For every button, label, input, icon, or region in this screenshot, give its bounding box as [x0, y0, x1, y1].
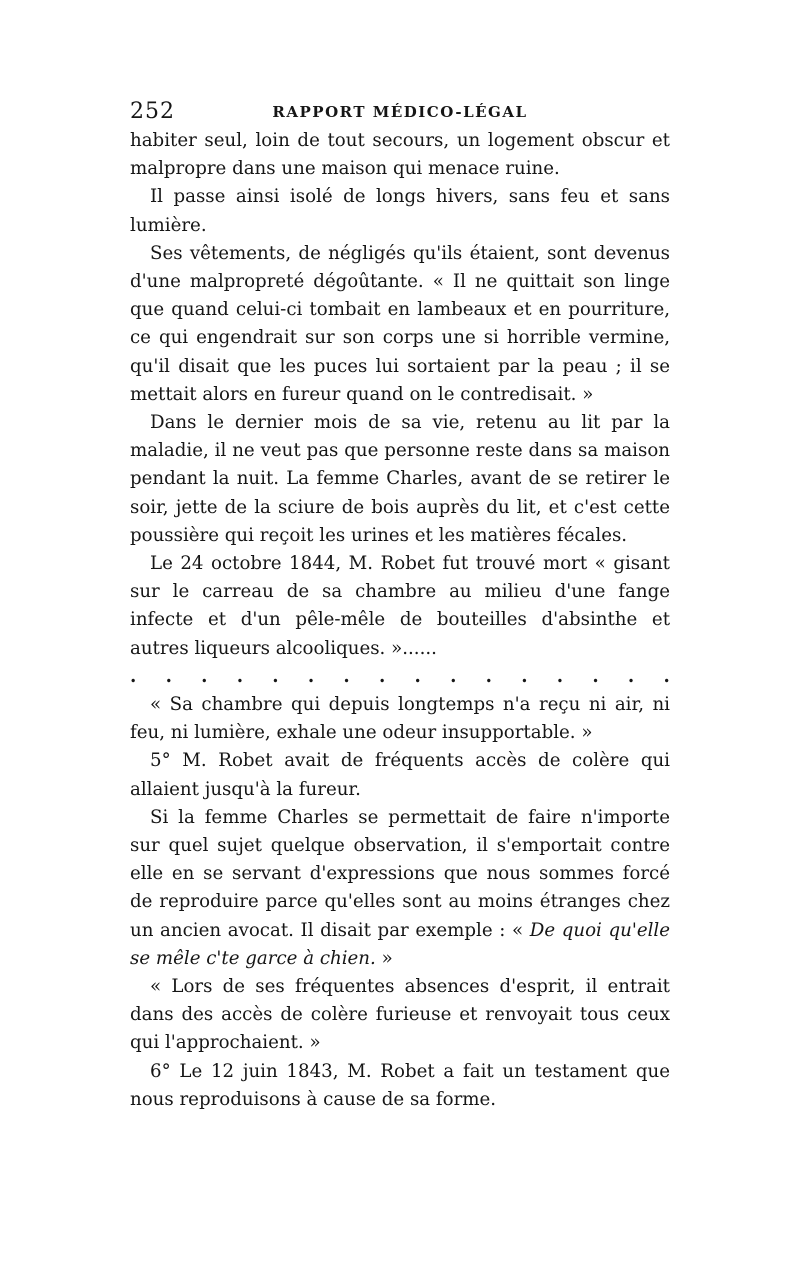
paragraph: habiter seul, loin de tout secours, un logement obscur et malpropre dans une maison qui menace ruine.: [130, 130, 670, 180]
ellipsis-dot: .: [236, 665, 244, 687]
paragraph: Dans le dernier mois de sa vie, retenu au lit par la maladie, il ne veut pas que personne reste dans sa maison pendant la nuit. La femme Charles, avant de se retirer le soir, jette de la sciure de bois auprès du lit, et c'est cette poussière qui reçoit les urines et les matières fécales.: [130, 412, 670, 546]
page-number: 252: [130, 99, 175, 124]
ellipsis-row: [130, 663, 670, 691]
paragraph: Ses vêtements, de négligés qu'ils étaient, sont devenus d'une malpropreté dégoûtante. « Il ne quittait son linge que quand celui-ci tombait en lambeaux et en pourriture, ce qui engendrait sur son corps une si horrible vermine, qu'il disait que les puces lui sortaient par la peau ; il se mettait alors en fureur quand on le contredisait. »: [130, 242, 670, 405]
ellipsis-dot: .: [130, 665, 137, 687]
page-header: [130, 97, 670, 127]
ellipsis-dot: .: [201, 665, 208, 687]
paragraph: [130, 804, 670, 973]
ellipsis-dot: .: [165, 665, 172, 687]
ellipsis-dot: .: [378, 665, 386, 687]
quoted-speech: De quoi qu'elle se mêle c'te garce à chien.: [130, 919, 671, 969]
ellipsis-dot: .: [272, 665, 279, 687]
ellipsis-dot: .: [627, 665, 635, 687]
ellipsis-dot: .: [343, 665, 350, 687]
ellipsis-dot: .: [485, 665, 492, 687]
ellipsis-dot: .: [592, 665, 599, 687]
ellipsis-dot: .: [450, 665, 457, 687]
ellipsis-dot: .: [414, 665, 421, 687]
ellipsis-dot: .: [307, 665, 315, 687]
paragraph-text: »: [375, 947, 393, 969]
paragraph: 6° Le 12 juin 1843, M. Robet a fait un testament que nous reproduisons à cause de sa forme.: [130, 1060, 670, 1110]
body-text: [130, 127, 670, 1114]
ellipsis-dot: .: [521, 665, 528, 687]
paragraph: Il passe ainsi isolé de longs hivers, sans feu et sans lumière.: [130, 186, 670, 236]
paragraph: Le 24 octobre 1844, M. Robet fut trouvé mort « gisant sur le carreau de sa chambre au milieu d'une fange infecte et d'un pêle-mêle de bouteilles d'absinthe et autres liqueurs alcooliques. »......: [130, 553, 670, 659]
paragraph: « Sa chambre qui depuis longtemps n'a reçu ni air, ni feu, ni lumière, exhale une odeur insupportable. »: [130, 694, 670, 744]
running-title: RAPPORT MÉDICO-LÉGAL: [272, 103, 528, 121]
paragraph: 5° M. Robet avait de fréquents accès de colère qui allaient jusqu'à la fureur.: [130, 750, 670, 800]
ellipsis-dot: .: [556, 665, 564, 687]
paragraph-text: Si la femme Charles se permettait de faire n'importe sur quel sujet quelque observation, il s'emportait contre elle en se servant d'expressions que nous sommes forcé de reproduire parce qu'elles sont au moins étranges chez un ancien avocat. Il disait par exemple : «: [130, 806, 670, 941]
ellipsis-dot: .: [663, 665, 670, 687]
paragraph: « Lors de ses fréquentes absences d'esprit, il entrait dans des accès de colère furieuse et renvoyait tous ceux qui l'approchaient. »: [130, 976, 670, 1054]
